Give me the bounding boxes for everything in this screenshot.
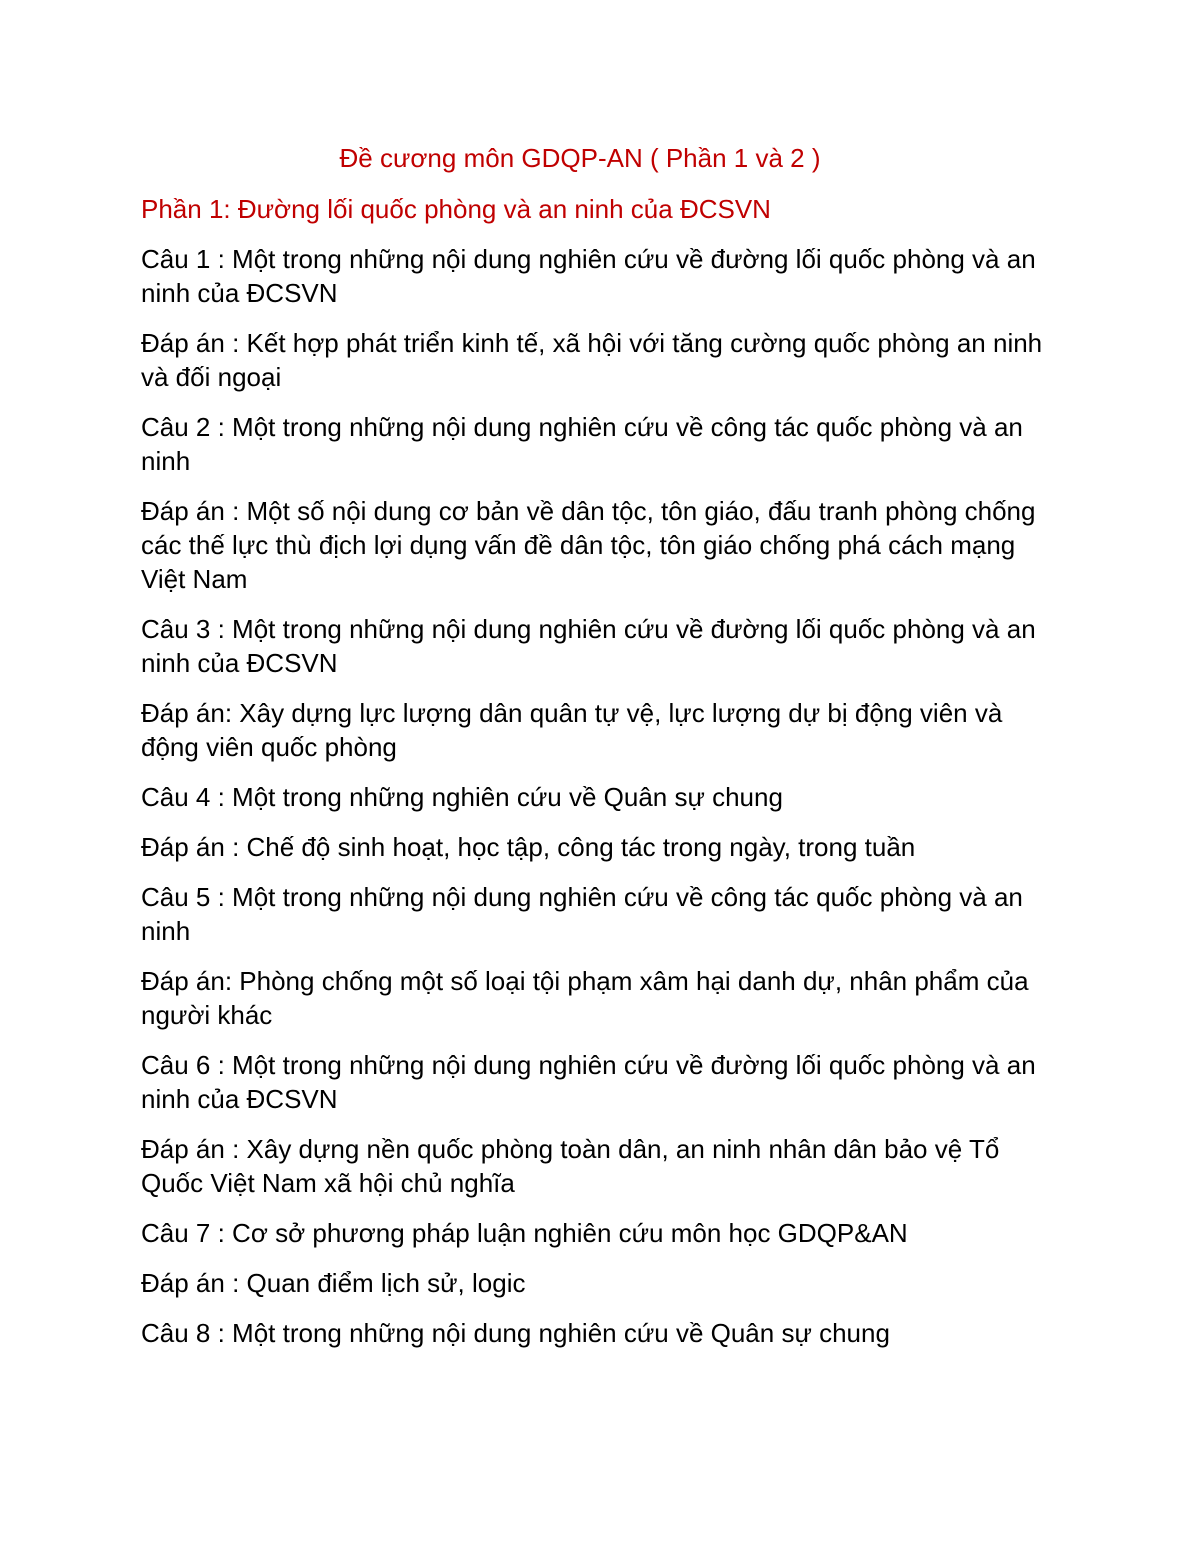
answer-2: Đáp án : Một số nội dung cơ bản về dân tộc, tôn giáo, đấu tranh phòng chống các thế lực thù địch lợi dụng vấn đề dân tộc, tôn giáo chống phá cách mạng Việt Nam: [141, 496, 1036, 594]
question-6: Câu 6 : Một trong những nội dung nghiên cứu về đường lối quốc phòng và an ninh của ĐCSVN: [141, 1050, 1036, 1114]
document-body: [141, 192, 1066, 1366]
question-4: Câu 4 : Một trong những nghiên cứu về Quân sự chung: [141, 782, 783, 812]
answer-1: Đáp án : Kết hợp phát triển kinh tế, xã hội với tăng cường quốc phòng an ninh và đối ngoại: [141, 328, 1043, 392]
section-heading: Phần 1: Đường lối quốc phòng và an ninh của ĐCSVN: [141, 194, 771, 224]
answer-4: Đáp án : Chế độ sinh hoạt, học tập, công tác trong ngày, trong tuần: [141, 832, 916, 862]
answer-7: Đáp án : Quan điểm lịch sử, logic: [141, 1268, 526, 1298]
answer-3: Đáp án: Xây dựng lực lượng dân quân tự vệ, lực lượng dự bị động viên và động viên quốc phòng: [141, 698, 1003, 762]
question-1: Câu 1 : Một trong những nội dung nghiên cứu về đường lối quốc phòng và an ninh của ĐCSVN: [141, 244, 1036, 308]
question-8: Câu 8 : Một trong những nội dung nghiên cứu về Quân sự chung: [141, 1318, 890, 1348]
document-title: Đề cương môn GDQP-AN ( Phần 1 và 2 ): [339, 143, 821, 173]
question-3: Câu 3 : Một trong những nội dung nghiên cứu về đường lối quốc phòng và an ninh của ĐCSVN: [141, 614, 1036, 678]
answer-5: Đáp án: Phòng chống một số loại tội phạm xâm hại danh dự, nhân phẩm của người khác: [141, 966, 1029, 1030]
question-5: Câu 5 : Một trong những nội dung nghiên cứu về công tác quốc phòng và an ninh: [141, 882, 1023, 946]
question-7: Câu 7 : Cơ sở phương pháp luận nghiên cứu môn học GDQP&AN: [141, 1218, 908, 1248]
question-2: Câu 2 : Một trong những nội dung nghiên cứu về công tác quốc phòng và an ninh: [141, 412, 1023, 476]
answer-6: Đáp án : Xây dựng nền quốc phòng toàn dân, an ninh nhân dân bảo vệ Tổ Quốc Việt Nam xã hội chủ nghĩa: [141, 1134, 1000, 1198]
